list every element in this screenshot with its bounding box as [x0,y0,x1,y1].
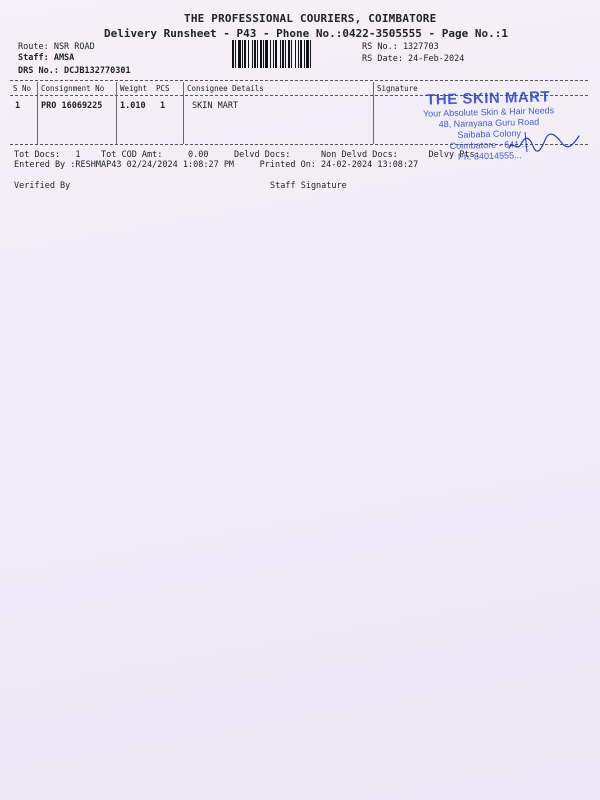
col-header-sno: S No [13,84,32,93]
verified-by: Verified By [14,181,71,191]
col-header-signature: Signature [377,84,418,93]
stamp-address-3: Coimbatore - 641 ... [449,138,530,152]
row-weight: 1.010 [120,101,146,111]
column-divider [37,82,38,144]
col-header-weight: Weight [120,84,148,93]
company-title: THE PROFESSIONAL COURIERS, COIMBATORE [184,12,437,25]
column-divider [373,82,374,144]
col-header-consignee: Consignee Details [187,84,264,93]
rs-date: RS Date: 24-Feb-2024 [362,54,465,64]
staff-label: Staff: AMSA [18,53,75,63]
row-sno: 1 [15,101,21,111]
entered-printed-line: Entered By :RESHMAP43 02/24/2024 1:08:27 PM Printed On: 24-02-2024 13:08:27 [14,160,419,170]
table-top-rule [10,80,588,81]
drs-number: DRS No.: DCJB132770301 [18,66,131,76]
barcode [232,40,354,68]
rs-number: RS No.: 1327703 [362,42,439,52]
stamp-tagline: Your Absolute Skin & Hair Needs [422,105,555,119]
column-divider [116,82,117,144]
col-header-pcs: PCS [156,84,170,93]
runsheet-title: Delivery Runsheet - P43 - Phone No.:0422-3505555 - Page No.:1 [104,27,508,40]
column-divider [183,82,184,144]
col-header-consignment: Consignment No [41,84,105,93]
row-consignment: PRO 16069225 [41,101,103,111]
stamp-phone: Ph: 84014555... [457,150,522,162]
staff-signature: Staff Signature [270,181,347,191]
totals-line: Tot Docs: 1 Tot COD Amt: 0.00 Delvd Docs: Non Delvd Docs: Delvy Pts: [14,150,480,160]
row-pcs: 1 [160,101,166,111]
handwritten-signature [505,126,585,156]
stamp-address-1: 48, Narayana Guru Road [438,116,540,130]
stamp-name: THE SKIN MART [426,88,551,109]
route-label: Route: NSR ROAD [18,42,95,52]
row-consignee: SKIN MART [192,101,239,111]
stamp-address-2: Saibaba Colony [457,128,522,140]
